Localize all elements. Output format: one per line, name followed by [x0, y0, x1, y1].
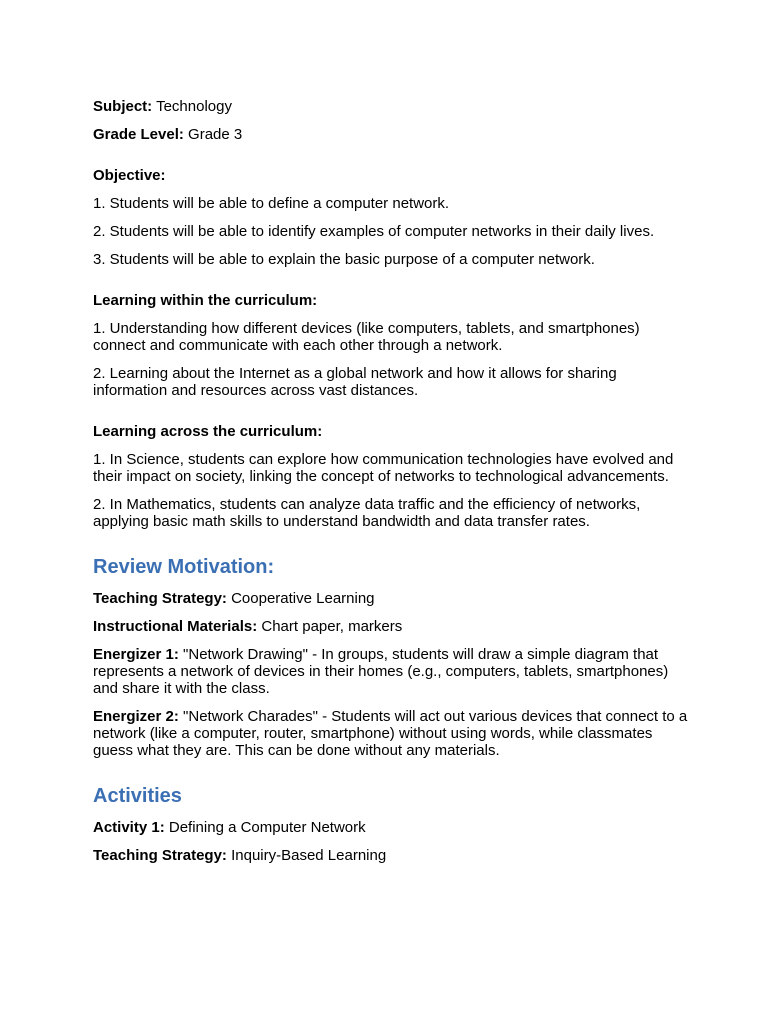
- energizer-1: [93, 646, 693, 697]
- activity-1: [93, 819, 693, 836]
- grade-value: Grade 3: [188, 126, 243, 143]
- across-curriculum-heading: Learning across the curriculum:: [93, 423, 323, 440]
- grade-label: Grade Level:: [93, 126, 184, 143]
- activities-strategy-label: Teaching Strategy:: [93, 847, 227, 864]
- subject-value: Technology: [156, 98, 232, 115]
- energizer-2: [93, 708, 693, 759]
- lesson-plan-document: [93, 98, 693, 875]
- objective-item-2: 2. Students will be able to identify examples of computer networks in their daily lives.: [93, 223, 655, 240]
- energizer-1-label: Energizer 1:: [93, 646, 179, 663]
- within-curriculum-item-1: 1. Understanding how different devices (like computers, tablets, and smartphones) connect and communicate with each other through a network.: [93, 320, 640, 354]
- energizer-1-text: "Network Drawing" - In groups, students will draw a simple diagram that represents a network of devices in their homes (e.g., computers, tablets, smartphones) and share it with the class.: [93, 646, 669, 697]
- activities-strategy-value: Inquiry-Based Learning: [231, 847, 387, 864]
- instructional-materials: [93, 618, 693, 635]
- review-strategy-label: Teaching Strategy:: [93, 590, 227, 607]
- activities-teaching-strategy: [93, 847, 693, 864]
- activities-heading: Activities: [93, 785, 182, 807]
- subject-line: [93, 98, 693, 115]
- energizer-2-label: Energizer 2:: [93, 708, 179, 725]
- objective-item-3: 3. Students will be able to explain the basic purpose of a computer network.: [93, 251, 595, 268]
- subject-label: Subject:: [93, 98, 153, 115]
- across-curriculum-item-2: 2. In Mathematics, students can analyze data traffic and the efficiency of networks, applying basic math skills to understand bandwidth and data transfer rates.: [93, 496, 641, 530]
- materials-value: Chart paper, markers: [261, 618, 403, 635]
- review-motivation-heading: Review Motivation:: [93, 556, 275, 578]
- activity-1-label: Activity 1:: [93, 819, 165, 836]
- grade-line: [93, 126, 693, 143]
- review-strategy-value: Cooperative Learning: [231, 590, 375, 607]
- within-curriculum-heading: Learning within the curriculum:: [93, 292, 318, 309]
- objective-heading: Objective:: [93, 167, 166, 184]
- energizer-2-text: "Network Charades" - Students will act out various devices that connect to a network (like a computer, router, smartphone) without using words, while classmates guess what they are. This can be done without any materials.: [93, 708, 688, 759]
- across-curriculum-item-1: 1. In Science, students can explore how communication technologies have evolved and their impact on society, linking the concept of networks to technological advancements.: [93, 451, 674, 485]
- review-teaching-strategy: [93, 590, 693, 607]
- objective-item-1: 1. Students will be able to define a computer network.: [93, 195, 450, 212]
- within-curriculum-item-2: 2. Learning about the Internet as a global network and how it allows for sharing information and resources across vast distances.: [93, 365, 617, 399]
- activity-1-value: Defining a Computer Network: [168, 819, 366, 836]
- materials-label: Instructional Materials:: [93, 618, 258, 635]
